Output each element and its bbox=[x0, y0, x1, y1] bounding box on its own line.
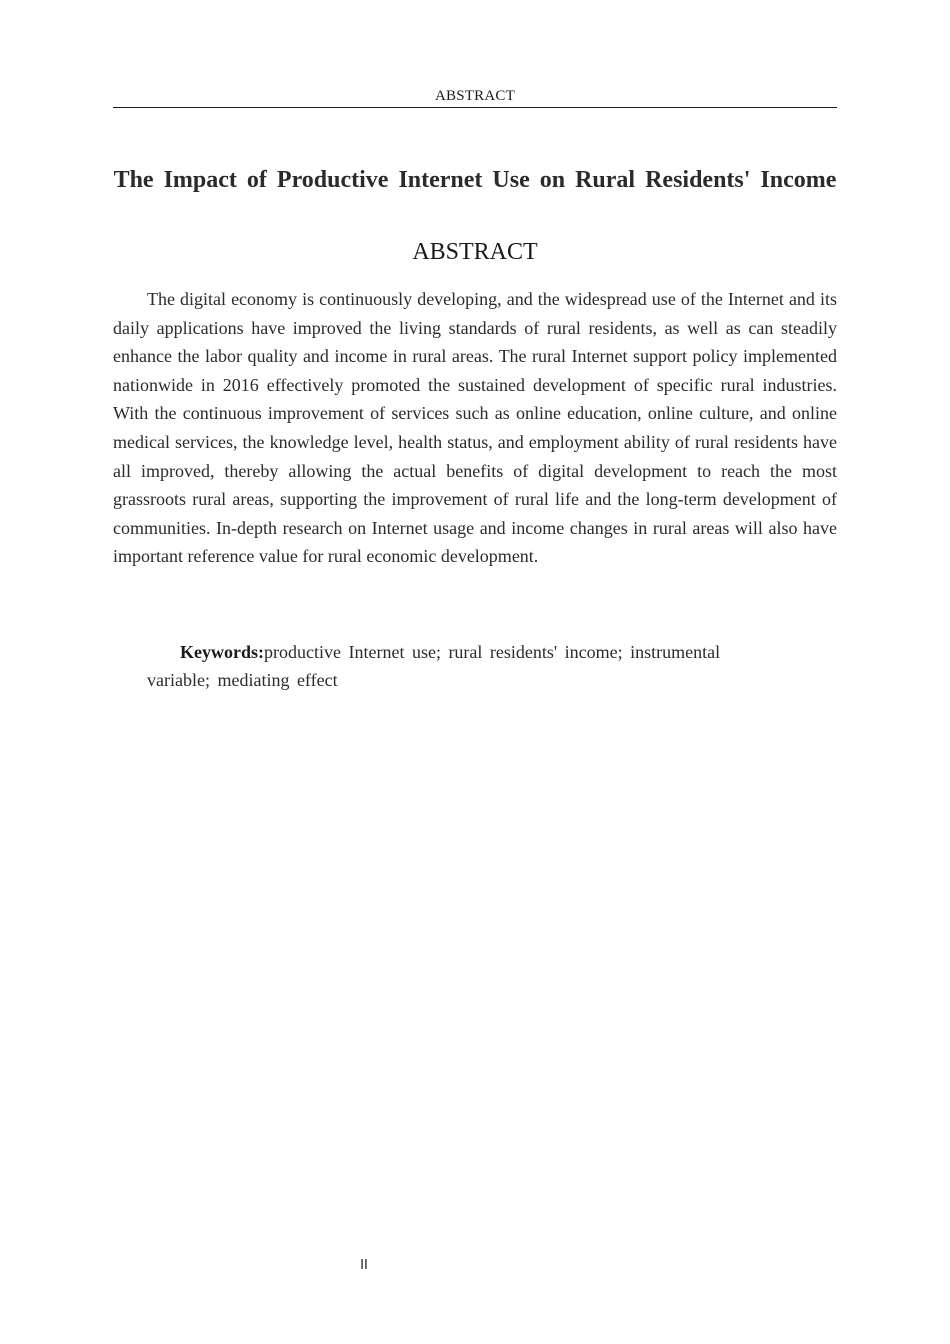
paper-title: The Impact of Productive Internet Use on Rural Residents' Income bbox=[113, 167, 837, 193]
running-header: ABSTRACT bbox=[435, 88, 515, 104]
page-number: II bbox=[360, 1258, 368, 1273]
keywords-line bbox=[147, 638, 767, 694]
header-divider bbox=[113, 107, 837, 108]
abstract-heading: ABSTRACT bbox=[412, 239, 538, 265]
keywords-label: Keywords: bbox=[180, 642, 264, 662]
abstract-paragraph: The digital economy is continuously developing, and the widespread use of the Internet and its daily applications have improved the living standards of rural residents, as well as can steadily enhance the labor quality and income in rural areas. The rural Internet support policy implemented nationwide in 2016 effectively promoted the sustained development of specific rural industries. With the continuous improvement of services such as online education, online culture, and online medical services, the knowledge level, health status, and employment ability of rural residents have all improved, thereby allowing the actual benefits of digital development to reach the most grassroots rural areas, supporting the improvement of rural life and the long-term development of communities. In-depth research on Internet usage and income changes in rural areas will also have important reference value for rural economic development. bbox=[113, 289, 837, 567]
keywords-text: productive Internet use; rural residents' income; instrumental variable; mediating effect bbox=[147, 642, 721, 690]
